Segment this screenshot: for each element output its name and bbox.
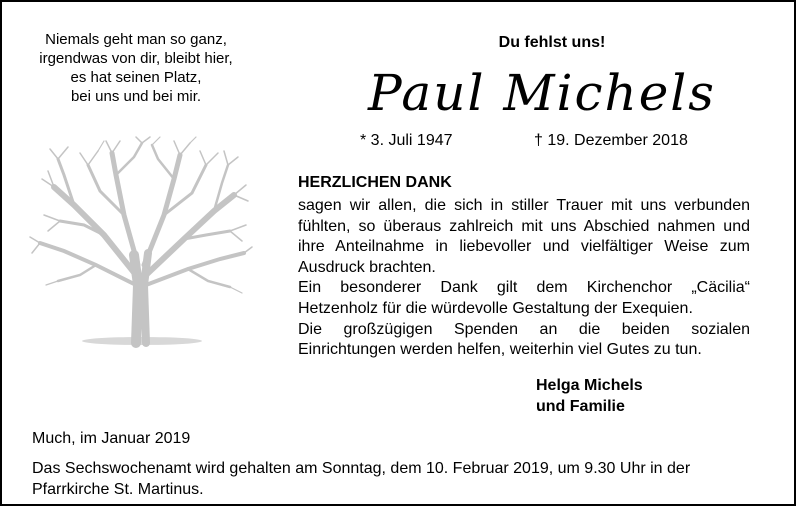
deceased-name: Paul Michels [368,64,716,122]
mass-announcement [32,458,782,500]
thanks-text [298,196,750,361]
poem-line: bei uns und bei mir. [70,88,202,105]
thanks-line: sagen wir allen, die sich in stiller Trauer mit uns verbunden [298,197,750,214]
death-date: † 19. Dezember 2018 [534,132,688,149]
birth-date: * 3. Juli 1947 [360,132,453,149]
thanks-line: Einrichtungen werden helfen, weiterhin viel Gutes zu tun. [298,341,702,359]
poem-line: irgendwas von dir, bleibt hier, [39,50,233,67]
tree-image [24,135,256,357]
thanks-line: fühlten, so überaus zahlreich mit uns Abschied nahmen und [298,217,750,235]
poem-line: Niemals geht man so ganz, [45,31,227,48]
thanks-line: Die großzügigen Spenden an die beiden sozialen [298,320,750,338]
announcement-line: Das Sechswochenamt wird gehalten am Sonntag, dem 10. Februar 2019, um 9.30 Uhr in der [32,460,691,477]
announcement-line: Pfarrkirche St. Martinus. [32,481,204,498]
signature-line: und Familie [536,398,625,415]
signature [536,375,643,417]
motto: Du fehlst uns! [498,34,606,51]
signature-line: Helga Michels [536,377,643,394]
thanks-heading: HERZLICHEN DANK [298,174,452,191]
poem [36,30,236,106]
thanks-line: Hetzenholz für die würdevolle Gestaltung der Exequien. [298,299,693,317]
thanks-line: Ausdruck brachten. [298,258,436,276]
place-date: Much, im Januar 2019 [32,430,191,447]
poem-line: es hat seinen Platz, [70,69,202,86]
thanks-line: Ein besonderer Dank gilt dem Kirchenchor „Cäcilia“ [298,279,750,297]
thanks-line: ihre Anteilnahme in liebevoller und vielfältiger Weise zum [298,238,750,256]
